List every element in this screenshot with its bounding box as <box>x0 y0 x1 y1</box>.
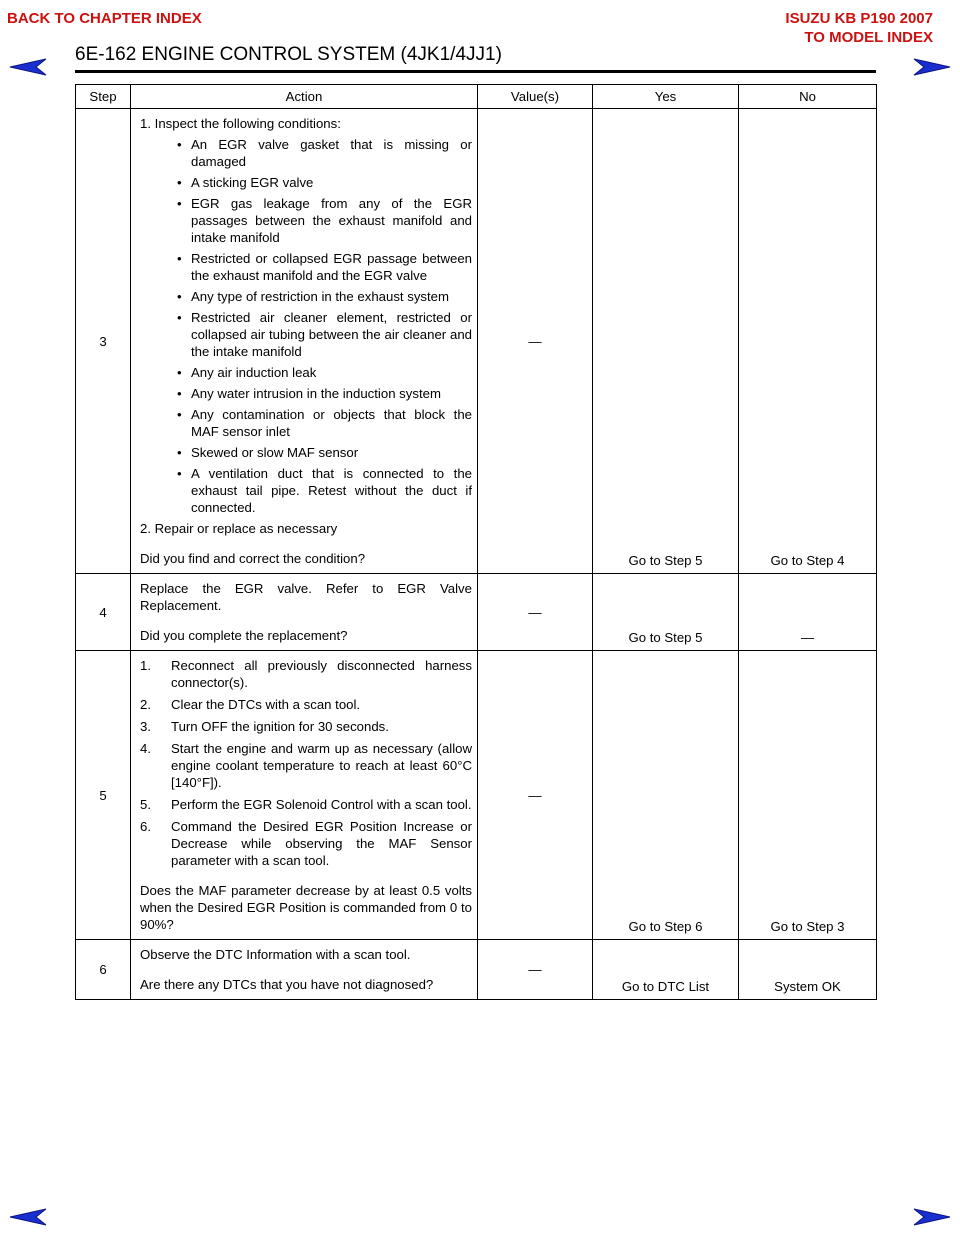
previous-page-arrow-bottom-icon[interactable] <box>8 1207 48 1227</box>
page-title: 6E-162 ENGINE CONTROL SYSTEM (4JK1/4JJ1) <box>75 44 502 65</box>
action-question: Are there any DTCs that you have not diagnosed? <box>140 977 434 992</box>
step-number: 4 <box>76 574 131 651</box>
condition-bullet: • An EGR valve gasket that is missing or damaged <box>177 137 472 169</box>
header-step: Step <box>76 85 131 109</box>
action-question: Did you complete the replacement? <box>140 628 348 643</box>
back-to-chapter-index-link[interactable]: BACK TO CHAPTER INDEX <box>7 10 202 27</box>
yes-cell: Go to Step 5 <box>593 109 739 574</box>
header-no: No <box>739 85 877 109</box>
no-cell: Go to Step 3 <box>739 651 877 940</box>
table-row-step-5 <box>76 651 877 940</box>
action-item: 2. Clear the DTCs with a scan tool. <box>140 697 361 712</box>
step-number: 6 <box>76 940 131 1000</box>
action-item: 6. Command the Desired EGR Position Increase or Decrease while observing the MAF Sensor parameter with a scan tool. <box>140 819 472 868</box>
action-text: Replace the EGR valve. Refer to EGR Valve Replacement. <box>140 581 472 613</box>
condition-bullet: • Any type of restriction in the exhaust system <box>177 289 450 304</box>
action-cell <box>131 651 478 940</box>
yes-cell: Go to Step 5 <box>593 574 739 651</box>
condition-bullet: • A sticking EGR valve <box>177 175 314 190</box>
yes-cell: Go to DTC List <box>593 940 739 1000</box>
condition-bullet: • Any air induction leak <box>177 365 317 380</box>
values-cell: — <box>478 574 593 651</box>
values-cell: — <box>478 109 593 574</box>
header-yes: Yes <box>593 85 739 109</box>
header-action: Action <box>131 85 478 109</box>
condition-bullet: • A ventilation duct that is connected to the exhaust tail pipe. Retest without the duct if connected. <box>177 466 472 515</box>
header-values: Value(s) <box>478 85 593 109</box>
condition-bullet: • Skewed or slow MAF sensor <box>177 445 359 460</box>
table-header-row <box>76 85 877 109</box>
action-text: Observe the DTC Information with a scan tool. <box>140 947 411 962</box>
action-cell <box>131 574 478 651</box>
table-row-step-6 <box>76 940 877 1000</box>
condition-bullet: • Restricted air cleaner element, restricted or collapsed air tubing between the air cleaner and the intake manifold <box>177 310 472 359</box>
action-item: 1. Reconnect all previously disconnected harness connector(s). <box>140 658 472 690</box>
step-number: 3 <box>76 109 131 574</box>
model-title: ISUZU KB P190 2007 <box>785 10 933 27</box>
step-number: 5 <box>76 651 131 940</box>
values-cell: — <box>478 651 593 940</box>
action-question: Did you find and correct the condition? <box>140 551 366 566</box>
action-intro: 1. Inspect the following conditions: <box>140 116 341 131</box>
action-item: 4. Start the engine and warm up as necessary (allow engine coolant temperature to reach at least 60°C [140°F]). <box>140 741 472 790</box>
next-page-arrow-bottom-icon[interactable] <box>912 1207 952 1227</box>
condition-bullet: • Any contamination or objects that block the MAF sensor inlet <box>177 407 472 439</box>
no-cell: System OK <box>739 940 877 1000</box>
action-question: Does the MAF parameter decrease by at least 0.5 volts when the Desired EGR Position is commanded from 0 to 90%? <box>140 883 472 932</box>
action-item: 2. Repair or replace as necessary <box>140 521 338 536</box>
to-model-index-link[interactable]: TO MODEL INDEX <box>804 29 933 46</box>
condition-bullet: • Restricted or collapsed EGR passage between the exhaust manifold and the EGR valve <box>177 251 472 283</box>
header-rule <box>75 70 876 73</box>
yes-cell: Go to Step 6 <box>593 651 739 940</box>
no-cell: — <box>739 574 877 651</box>
table-row-step-3 <box>76 109 877 574</box>
table-row-step-4 <box>76 574 877 651</box>
values-cell: — <box>478 940 593 1000</box>
action-item: 3. Turn OFF the ignition for 30 seconds. <box>140 719 389 734</box>
condition-bullet: • Any water intrusion in the induction system <box>177 386 441 401</box>
next-page-arrow-icon[interactable] <box>912 57 952 77</box>
action-cell <box>131 940 478 1000</box>
no-cell: Go to Step 4 <box>739 109 877 574</box>
action-cell <box>131 109 478 574</box>
condition-bullet: • EGR gas leakage from any of the EGR passages between the exhaust manifold and intake manifold <box>177 196 472 245</box>
diagnostic-table <box>75 84 877 1000</box>
previous-page-arrow-icon[interactable] <box>8 57 48 77</box>
action-item: 5. Perform the EGR Solenoid Control with a scan tool. <box>140 797 472 812</box>
